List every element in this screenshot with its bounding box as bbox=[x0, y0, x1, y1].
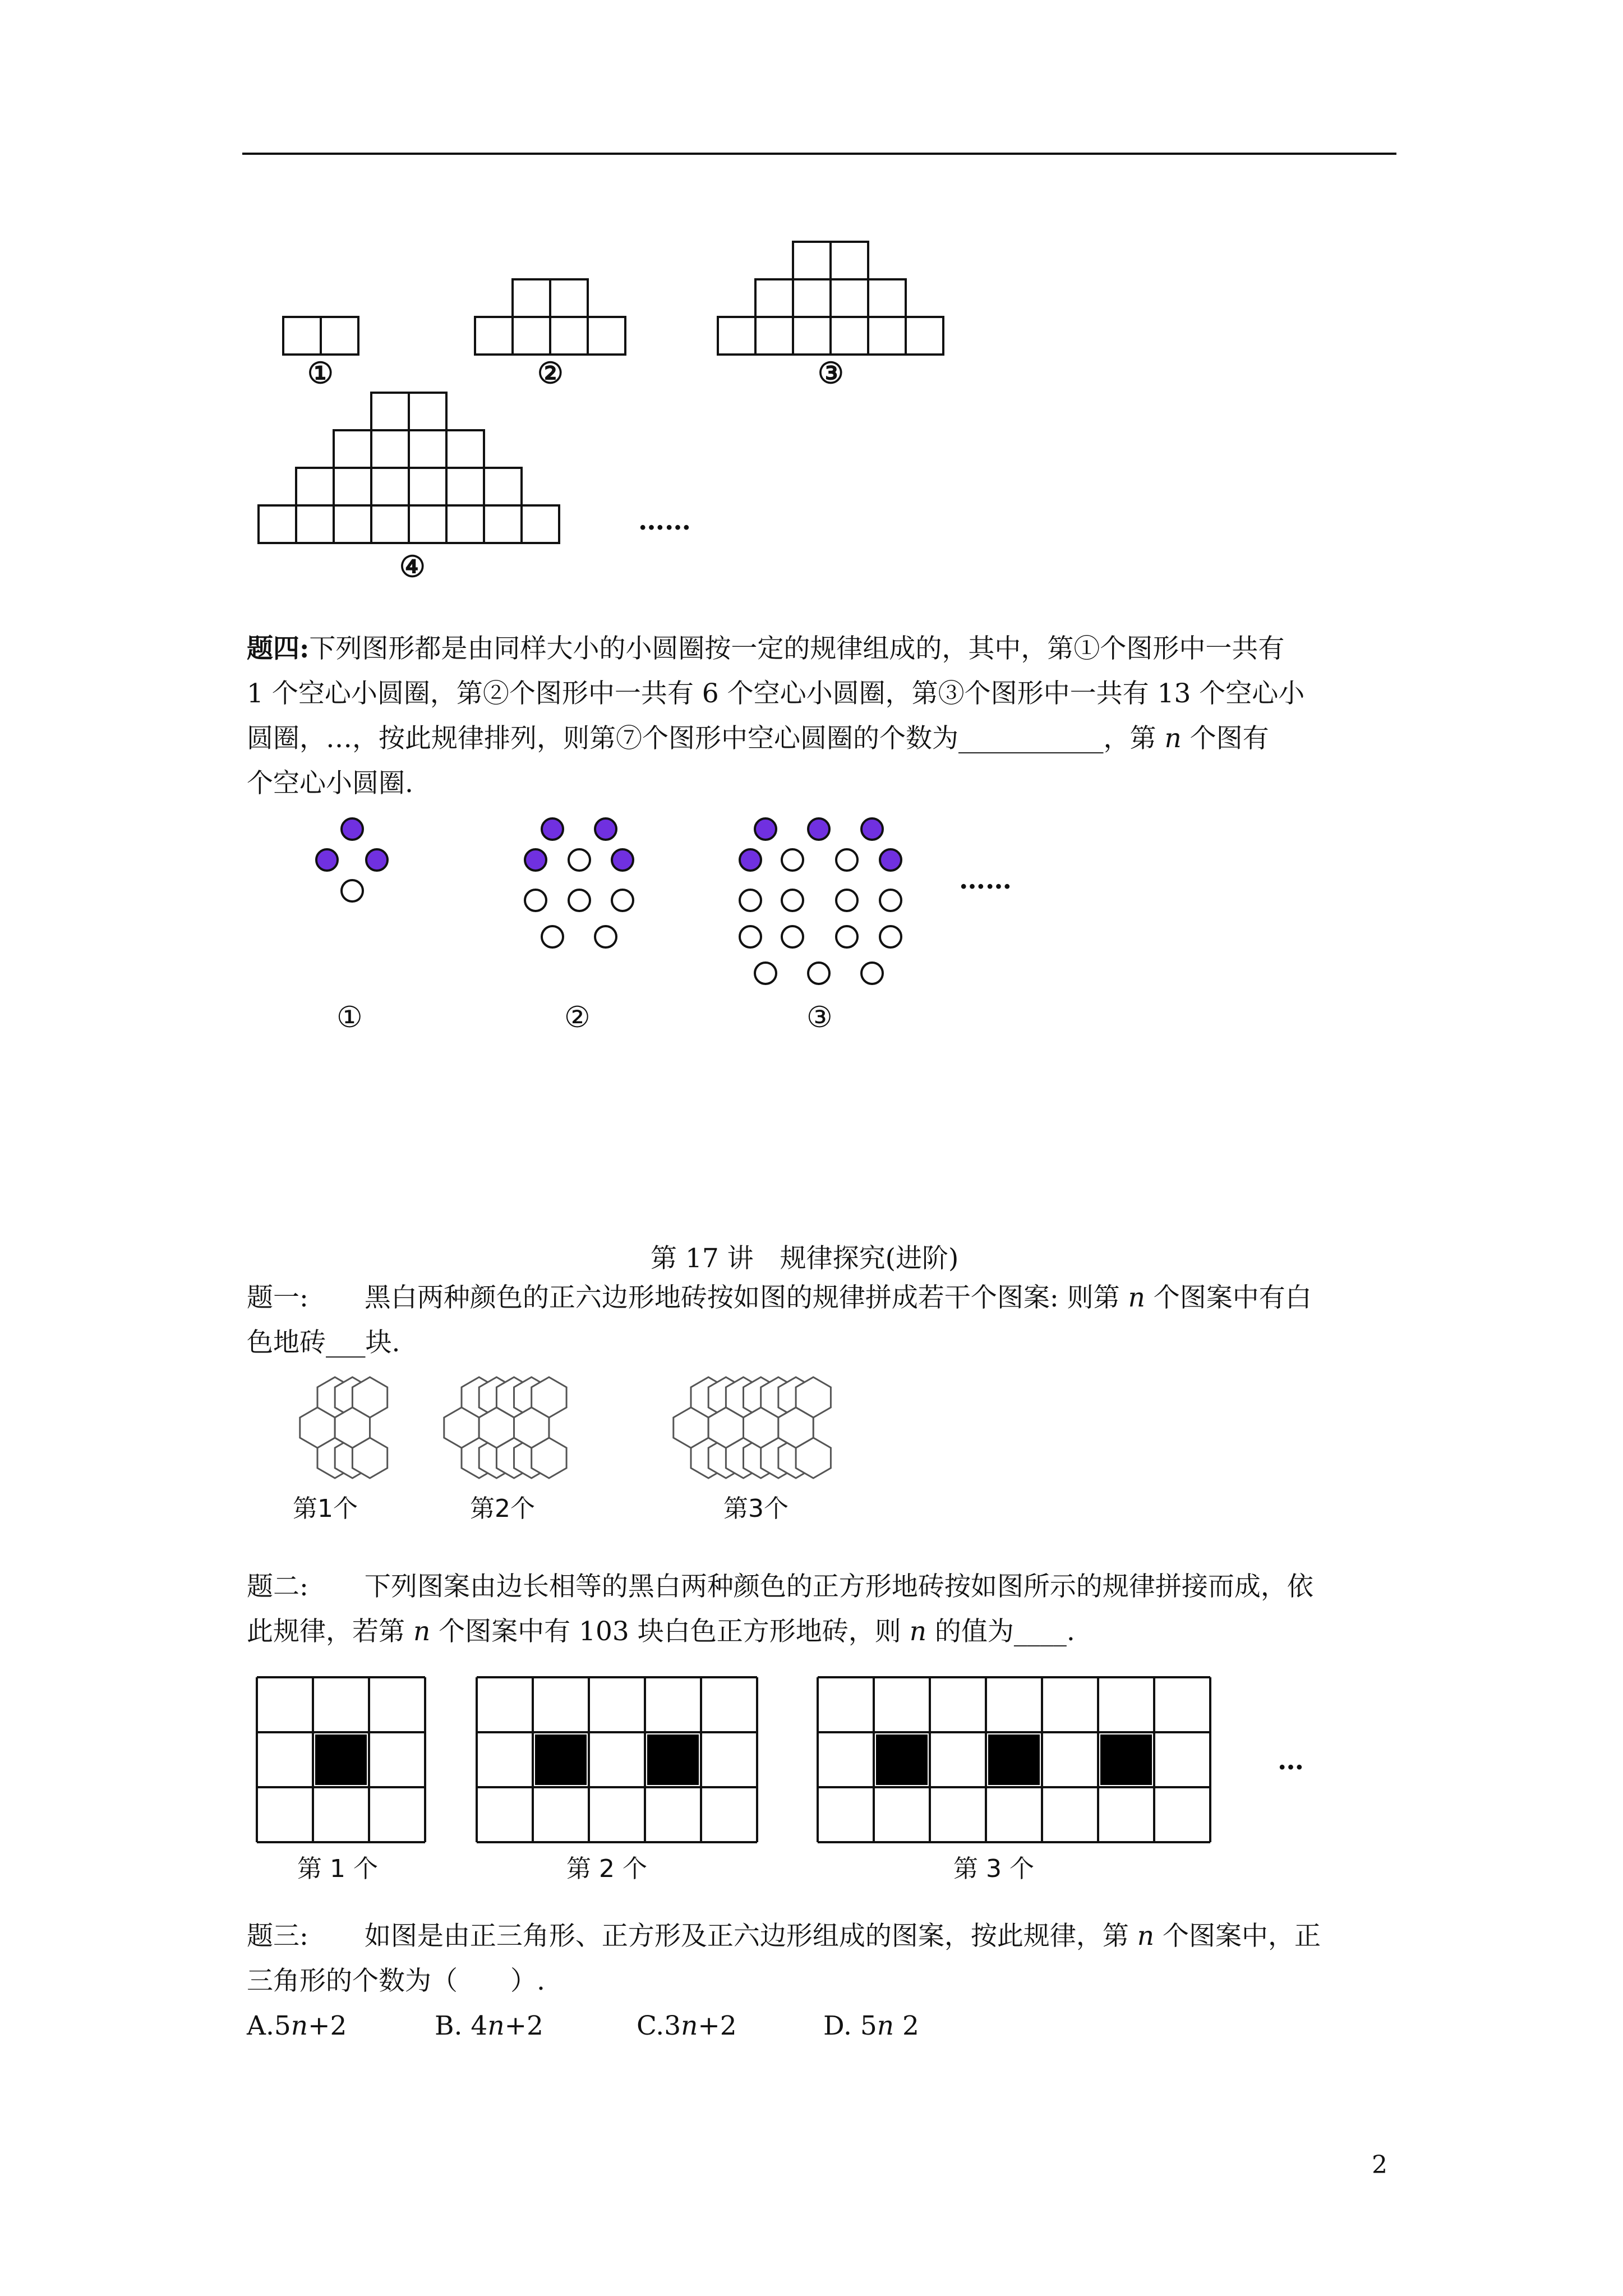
white-square bbox=[1156, 1789, 1208, 1840]
white-square bbox=[876, 1680, 928, 1730]
white-square bbox=[1156, 1734, 1208, 1785]
problem3-text1a: 如图是由正三角形、正方形及正六边形组成的图案，按此规律，第 bbox=[364, 1921, 1137, 1952]
problem3-var-n: n bbox=[1137, 1921, 1155, 1952]
white-square bbox=[591, 1680, 643, 1730]
white-square bbox=[479, 1789, 531, 1840]
stair-label-4: ④ bbox=[399, 550, 426, 584]
problem3-label: 题三: bbox=[247, 1921, 308, 1952]
white-square bbox=[703, 1734, 755, 1785]
white-square bbox=[820, 1734, 872, 1785]
problem4-label: 题四: bbox=[247, 633, 310, 664]
problem2-text2a: 此规律，若第 bbox=[247, 1616, 413, 1647]
white-square bbox=[1100, 1680, 1152, 1730]
circle-label-1: ① bbox=[336, 1001, 363, 1034]
problem2-var-n2: n bbox=[909, 1616, 926, 1647]
white-square bbox=[315, 1680, 367, 1730]
white-square bbox=[820, 1680, 872, 1730]
option-b bbox=[435, 2010, 543, 2041]
problem2-text2b: 个图案中有 103 块白色正方形地砖，则 bbox=[430, 1616, 910, 1647]
problem1-var-n: n bbox=[1128, 1282, 1145, 1313]
problem3-line1 bbox=[247, 1921, 1321, 1952]
white-square bbox=[647, 1680, 699, 1730]
white-square bbox=[535, 1789, 587, 1840]
circle-label-3: ③ bbox=[806, 1001, 833, 1034]
option-d-post: 2 bbox=[894, 2010, 919, 2041]
problem2-text2c: 的值为____. bbox=[926, 1616, 1075, 1647]
black-square bbox=[988, 1734, 1040, 1785]
white-square bbox=[315, 1789, 367, 1840]
problem1-label: 题一: bbox=[247, 1282, 308, 1313]
white-square bbox=[535, 1680, 587, 1730]
option-c bbox=[637, 2010, 737, 2041]
white-square bbox=[259, 1789, 311, 1840]
white-square bbox=[259, 1734, 311, 1785]
circle-ellipsis: …… bbox=[959, 864, 1012, 895]
grid-caption-1: 第 1 个 bbox=[297, 1855, 378, 1883]
white-square bbox=[647, 1789, 699, 1840]
option-d bbox=[823, 2010, 919, 2041]
option-a-post: +2 bbox=[308, 2010, 347, 2041]
white-square bbox=[932, 1680, 984, 1730]
problem2-text1: 下列图案由边长相等的黑白两种颜色的正方形地砖按如图所示的规律拼接而成，依 bbox=[364, 1571, 1313, 1602]
stair-label-3: ③ bbox=[818, 356, 844, 390]
option-b-post: +2 bbox=[504, 2010, 543, 2041]
white-square bbox=[988, 1789, 1040, 1840]
white-square bbox=[932, 1789, 984, 1840]
problem4-text1: 下列图形都是由同样大小的小圆圈按一定的规律组成的，其中，第①个图形中一共有 bbox=[309, 633, 1285, 664]
hex-caption-2: 第2个 bbox=[470, 1494, 535, 1523]
option-c-pre: C.3 bbox=[637, 2010, 681, 2041]
option-b-pre: B. 4 bbox=[435, 2010, 488, 2041]
stair-label-2: ② bbox=[537, 356, 564, 390]
white-square bbox=[371, 1789, 423, 1840]
option-a-var: n bbox=[291, 2010, 308, 2041]
white-square bbox=[1156, 1680, 1208, 1730]
hex-caption-3: 第3个 bbox=[723, 1494, 789, 1523]
option-a bbox=[247, 2010, 347, 2041]
option-d-pre: D. 5 bbox=[823, 2010, 877, 2041]
white-square bbox=[259, 1680, 311, 1730]
option-b-var: n bbox=[487, 2010, 505, 2041]
white-square bbox=[1044, 1680, 1096, 1730]
grid-caption-2: 第 2 个 bbox=[566, 1855, 647, 1883]
lecture-title: 第 17 讲 规律探究(进阶) bbox=[651, 1243, 959, 1274]
hex-caption-1: 第1个 bbox=[293, 1494, 358, 1523]
problem4-line2: 1 个空心小圆圈，第②个图形中一共有 6 个空心小圆圈，第③个图形中一共有 13 个空心小 bbox=[247, 678, 1305, 709]
option-c-post: +2 bbox=[698, 2010, 737, 2041]
white-square bbox=[371, 1734, 423, 1785]
white-square bbox=[371, 1680, 423, 1730]
problem4-line4: 个空心小圆圈. bbox=[247, 768, 413, 799]
white-square bbox=[591, 1789, 643, 1840]
white-square bbox=[1044, 1789, 1096, 1840]
white-square bbox=[1044, 1734, 1096, 1785]
white-square bbox=[932, 1734, 984, 1785]
problem1-text1b: 个图案中有白 bbox=[1145, 1282, 1312, 1313]
black-square bbox=[535, 1734, 587, 1785]
problem3-line2: 三角形的个数为（ ）. bbox=[247, 1966, 545, 1996]
black-square bbox=[647, 1734, 699, 1785]
white-square bbox=[479, 1680, 531, 1730]
problem4-answer-blank: ___________ bbox=[958, 723, 1104, 754]
problem2-label: 题二: bbox=[247, 1571, 308, 1602]
problem2-var-n: n bbox=[413, 1616, 431, 1647]
white-square bbox=[820, 1789, 872, 1840]
black-square bbox=[1100, 1734, 1152, 1785]
circle-label-2: ② bbox=[564, 1001, 591, 1034]
problem1-text1a: 黑白两种颜色的正六边形地砖按如图的规律拼成若干个图案: 则第 bbox=[364, 1282, 1128, 1313]
problem4-text3c: 个图有 bbox=[1181, 723, 1269, 754]
black-square bbox=[315, 1734, 367, 1785]
problem4-var-n: n bbox=[1164, 723, 1182, 754]
stair-ellipsis: …… bbox=[638, 505, 691, 536]
page-number: 2 bbox=[1372, 2151, 1387, 2179]
problem4-text3b: ，第 bbox=[1103, 723, 1165, 754]
white-square bbox=[591, 1734, 643, 1785]
option-a-pre: A.5 bbox=[247, 2010, 291, 2041]
white-square bbox=[988, 1680, 1040, 1730]
problem1-line2: 色地砖___块. bbox=[247, 1327, 400, 1358]
white-square bbox=[703, 1680, 755, 1730]
black-square bbox=[876, 1734, 928, 1785]
stair-label-1: ① bbox=[307, 356, 334, 390]
white-square bbox=[1100, 1789, 1152, 1840]
white-square bbox=[876, 1789, 928, 1840]
option-c-var: n bbox=[681, 2010, 698, 2041]
white-square bbox=[479, 1734, 531, 1785]
problem4-text3a: 圆圈，…，按此规律排列，则第⑦个图形中空心圆圈的个数为 bbox=[247, 723, 958, 754]
grid-ellipsis: … bbox=[1278, 1745, 1304, 1776]
white-square bbox=[703, 1789, 755, 1840]
option-d-var: n bbox=[877, 2010, 895, 2041]
problem3-text1b: 个图案中，正 bbox=[1154, 1921, 1321, 1952]
grid-caption-3: 第 3 个 bbox=[953, 1855, 1034, 1883]
